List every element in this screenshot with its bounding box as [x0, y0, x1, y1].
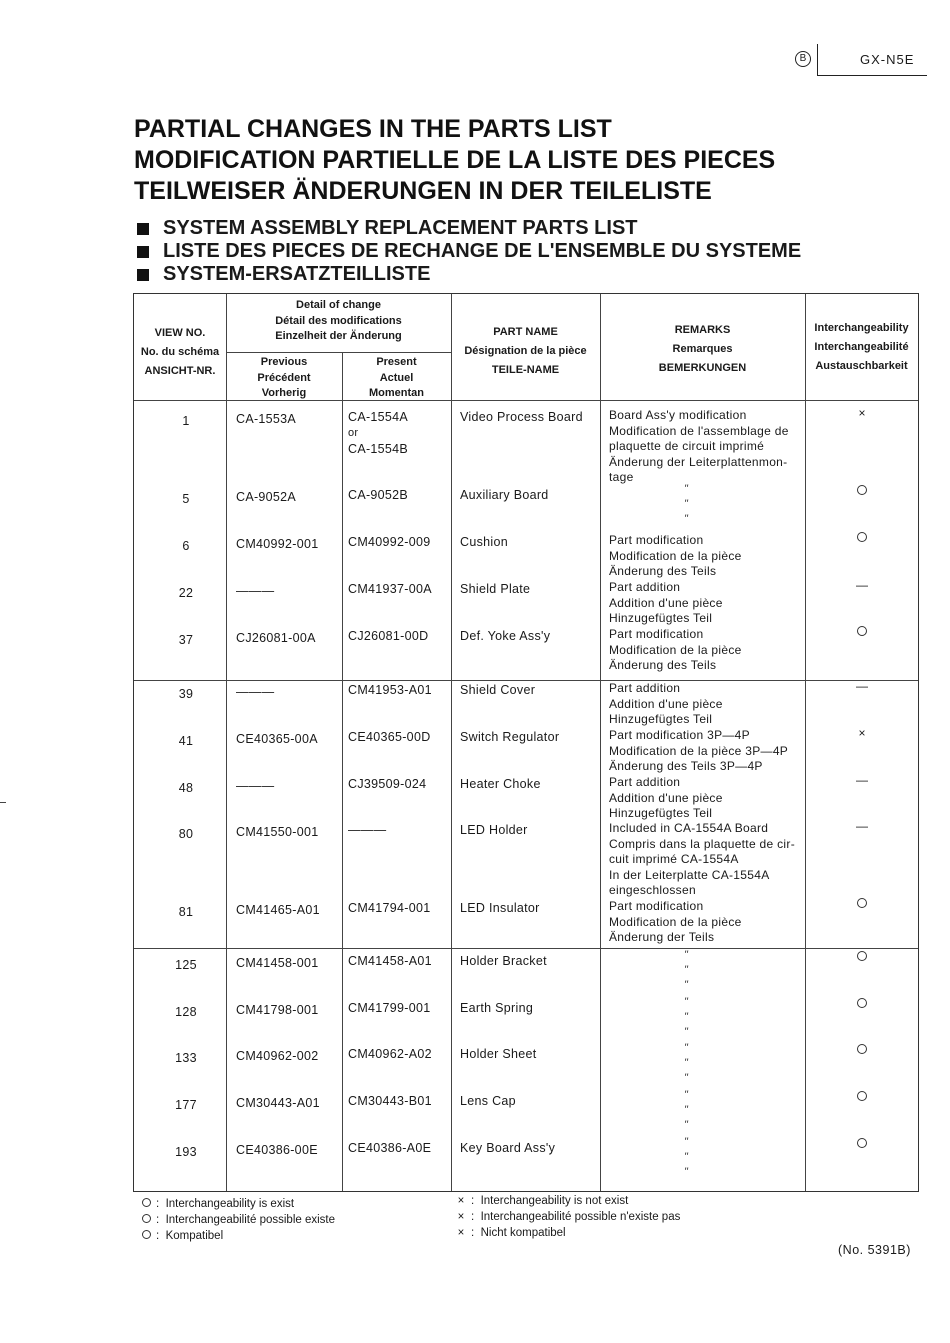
previous-part-number: CM41798-001 — [236, 1003, 319, 1017]
remarks-line: Part modification — [609, 627, 704, 641]
compatible-circle-icon — [842, 950, 882, 964]
column-divider — [451, 294, 452, 1191]
header-present: Present Actuel Momentan — [369, 356, 424, 399]
previous-part-number: CM41458-001 — [236, 956, 319, 970]
view-number: 6 — [182, 539, 190, 553]
remarks-line: eingeschlossen — [609, 883, 696, 898]
remarks-line: Modification de la pièce — [609, 642, 742, 657]
ditto-mark: " — [684, 1151, 688, 1163]
bullet-square-icon — [137, 223, 149, 235]
not-compatible-cross-icon: × — [858, 726, 866, 740]
present-part-number: CM41953-A01 — [348, 683, 432, 697]
subtitle-french-row — [137, 240, 801, 263]
header-remarks: REMARKS Remarques BEMERKUNGEN — [658, 324, 747, 374]
present-part-number: CE40365-00D — [348, 730, 431, 744]
present-part-number: CE40386-A0E — [348, 1141, 432, 1155]
remarks-line: Hinzugefügtes Teil — [609, 712, 713, 727]
part-name: Shield Cover — [460, 683, 536, 697]
present-part-number: CM40962-A02 — [348, 1047, 432, 1061]
legend-compatible — [140, 1196, 335, 1245]
present-part-alternate: CA-1554B — [348, 442, 409, 456]
remarks-line: Included in CA-1554A Board — [609, 821, 769, 835]
title-english: PARTIAL CHANGES IN THE PARTS LIST — [134, 115, 612, 143]
part-name: Earth Spring — [460, 1001, 534, 1015]
part-name: LED Holder — [460, 823, 528, 837]
margin-tick — [0, 802, 6, 803]
title-german: TEILWEISER ÄNDERUNGEN IN DER TEILELISTE — [134, 177, 712, 205]
remarks-line: Änderung des Teils — [609, 564, 717, 579]
compatible-circle-icon — [842, 625, 882, 639]
ditto-mark: " — [684, 1011, 688, 1023]
ditto-mark: " — [684, 1136, 688, 1148]
ditto-mark: " — [684, 964, 688, 976]
present-part-number: CM41799-001 — [348, 1001, 431, 1015]
compatible-circle-icon — [842, 897, 882, 911]
subtitle-german-row — [137, 263, 801, 286]
view-number: 5 — [182, 492, 190, 506]
legend-line: : Kompatibel — [140, 1228, 335, 1244]
ditto-mark: " — [684, 1089, 688, 1101]
compatible-circle-icon — [842, 1137, 882, 1151]
remarks-line: Addition d'une pièce — [609, 790, 723, 805]
header-interchangeability: Interchangeability Interchangeabilité Austauschbarkeit — [814, 322, 909, 372]
remarks-line: Part addition — [609, 580, 681, 594]
group-separator — [134, 948, 918, 949]
present-part-number: ——— — [348, 823, 387, 837]
not-applicable-dash: — — [856, 578, 868, 592]
part-name: LED Insulator — [460, 901, 540, 915]
column-divider — [600, 294, 601, 1191]
ditto-mark: " — [684, 1072, 688, 1084]
remarks-line: Part addition — [609, 681, 681, 695]
present-part-number: CJ39509-024 — [348, 777, 427, 791]
previous-part-number: CM30443-A01 — [236, 1096, 320, 1110]
ditto-mark: " — [684, 1042, 688, 1054]
remarks-line: Modification de la pièce — [609, 548, 742, 563]
part-name: Cushion — [460, 535, 508, 549]
remarks-line: Part modification 3P—4P — [609, 728, 750, 742]
header-rule — [817, 75, 927, 76]
view-number: 22 — [178, 586, 194, 600]
ditto-mark: " — [684, 949, 688, 961]
part-name: Shield Plate — [460, 582, 531, 596]
part-name: Heater Choke — [460, 777, 541, 791]
ditto-mark: " — [684, 513, 688, 525]
header-detail-of-change: Detail of change Détail des modifications Einzelheit der Änderung — [275, 299, 402, 342]
remarks-line: Part modification — [609, 533, 704, 547]
remarks-line: Modification de la pièce 3P—4P — [609, 743, 789, 758]
legend-line: : Interchangeability is exist — [140, 1196, 335, 1212]
bullet-square-icon — [137, 246, 149, 258]
circle-icon — [140, 1228, 152, 1244]
view-number: 1 — [182, 414, 190, 428]
part-name: Holder Sheet — [460, 1047, 537, 1061]
compatible-circle-icon — [842, 997, 882, 1011]
view-number: 177 — [175, 1098, 197, 1112]
view-number: 128 — [175, 1005, 197, 1019]
present-part-number: CM41458-A01 — [348, 954, 432, 968]
previous-part-number: CJ26081-00A — [236, 631, 316, 645]
header-previous: Previous Précédent Vorherig — [257, 356, 311, 399]
remarks-line: Addition d'une pièce — [609, 595, 723, 610]
ditto-mark: " — [684, 1104, 688, 1116]
title-french: MODIFICATION PARTIELLE DE LA LISTE DES PIECES — [134, 146, 776, 174]
present-part-alternate: or — [348, 427, 359, 439]
previous-part-number: CM40962-002 — [236, 1049, 319, 1063]
view-number: 37 — [178, 633, 194, 647]
header-part-name: PART NAME Désignation de la pièce TEILE-NAME — [464, 326, 587, 376]
present-part-number: CA-9052B — [348, 488, 409, 502]
previous-part-number: ——— — [236, 584, 275, 598]
part-name: Video Process Board — [460, 410, 583, 424]
remarks-line: Modification de l'assemblage de — [609, 423, 789, 438]
column-divider — [342, 352, 343, 1191]
header-subdivider — [226, 352, 451, 353]
compatible-circle-icon — [842, 531, 882, 545]
view-number: 193 — [175, 1145, 197, 1159]
not-applicable-dash: — — [856, 819, 868, 833]
header-divider — [817, 44, 818, 76]
previous-part-number: CA-9052A — [236, 490, 297, 504]
previous-part-number: CE40386-00E — [236, 1143, 318, 1157]
part-name: Switch Regulator — [460, 730, 560, 744]
ditto-mark: " — [684, 498, 688, 510]
remarks-line: plaquette de circuit imprimé — [609, 439, 765, 454]
legend-line: : Interchangeabilité possible existe — [140, 1212, 335, 1228]
remarks-line: Änderung des Teils 3P—4P — [609, 759, 763, 774]
remarks-line: Compris dans la plaquette de cir- — [609, 836, 795, 851]
page-title-block — [134, 114, 775, 207]
view-number: 133 — [175, 1051, 197, 1065]
part-name: Def. Yoke Ass'y — [460, 629, 551, 643]
not-applicable-dash: — — [856, 773, 868, 787]
present-part-number: CA-1554A — [348, 410, 409, 424]
remarks-line: Addition d'une pièce — [609, 696, 723, 711]
ditto-mark: " — [684, 483, 688, 495]
remarks-line: cuit imprimé CA-1554A — [609, 852, 739, 867]
previous-part-number: ——— — [236, 685, 275, 699]
remarks-line: Part addition — [609, 775, 681, 789]
ditto-mark: " — [684, 979, 688, 991]
compatible-circle-icon — [842, 1043, 882, 1057]
view-number: 80 — [178, 827, 194, 841]
subtitle-english: SYSTEM ASSEMBLY REPLACEMENT PARTS LIST — [163, 217, 638, 239]
present-part-number: CM41794-001 — [348, 901, 431, 915]
cross-icon: × — [457, 1195, 465, 1207]
present-part-number: CM40992-009 — [348, 535, 431, 549]
remarks-line: Modification de la pièce — [609, 914, 742, 929]
circle-icon — [140, 1196, 152, 1212]
subtitle-german: SYSTEM-ERSATZTEILLISTE — [163, 263, 431, 285]
parts-change-table — [133, 293, 919, 1192]
ditto-mark: " — [684, 996, 688, 1008]
view-number: 41 — [178, 734, 194, 748]
present-part-number: CM30443-B01 — [348, 1094, 432, 1108]
legend-line: × : Interchangeability is not exist — [455, 1193, 680, 1209]
remarks-line: Part modification — [609, 899, 704, 913]
part-name: Lens Cap — [460, 1094, 516, 1108]
remarks-line: Änderung des Teils — [609, 658, 717, 673]
cross-icon: × — [457, 1211, 465, 1224]
part-name: Auxiliary Board — [460, 488, 549, 502]
previous-part-number: CM41550-001 — [236, 825, 319, 839]
legend-line: × : Interchangeabilité possible n'existe pas — [455, 1209, 680, 1225]
ditto-mark: " — [684, 1166, 688, 1178]
circle-icon — [140, 1212, 152, 1228]
present-part-number: CM41937-00A — [348, 582, 432, 596]
remarks-line: Hinzugefügtes Teil — [609, 806, 713, 821]
column-divider — [805, 294, 806, 1191]
part-name: Holder Bracket — [460, 954, 547, 968]
document-number: (No. 5391B) — [838, 1243, 911, 1257]
ditto-mark: " — [684, 1119, 688, 1131]
subtitle-block — [137, 217, 801, 286]
bullet-square-icon — [137, 269, 149, 281]
view-number: 125 — [175, 958, 197, 972]
not-compatible-cross-icon: × — [858, 406, 866, 420]
compatible-circle-icon — [842, 484, 882, 498]
present-part-number: CJ26081-00D — [348, 629, 429, 643]
group-separator — [134, 680, 918, 681]
subtitle-english-row — [137, 217, 801, 240]
remarks-line: Hinzugefügtes Teil — [609, 611, 713, 626]
previous-part-number: CM40992-001 — [236, 537, 319, 551]
subtitle-french: LISTE DES PIECES DE RECHANGE DE L'ENSEMBLE DU SYSTEME — [163, 240, 802, 262]
circled-b-mark: B — [795, 51, 811, 67]
view-number: 39 — [178, 687, 194, 701]
previous-part-number: CE40365-00A — [236, 732, 318, 746]
remarks-line: tage — [609, 470, 634, 485]
header-view-no: VIEW NO. No. du schéma ANSICHT-NR. — [140, 327, 220, 377]
previous-part-number: CM41465-A01 — [236, 903, 320, 917]
remarks-line: Board Ass'y modification — [609, 408, 747, 422]
previous-part-number: CA-1553A — [236, 412, 297, 426]
remarks-line: In der Leiterplatte CA-1554A — [609, 867, 770, 882]
model-number: GX-N5E — [860, 52, 915, 67]
previous-part-number: ——— — [236, 779, 275, 793]
compatible-circle-icon — [842, 1090, 882, 1104]
column-divider — [226, 294, 227, 1191]
legend-not-compatible — [455, 1193, 680, 1242]
part-name: Key Board Ass'y — [460, 1141, 556, 1155]
remarks-line: Änderung der Leiterplattenmon- — [609, 454, 788, 469]
view-number: 81 — [178, 905, 194, 919]
remarks-line: Änderung der Teils — [609, 930, 715, 945]
view-number: 48 — [178, 781, 194, 795]
cross-icon: × — [457, 1227, 465, 1240]
legend-line: × : Nicht kompatibel — [455, 1225, 680, 1241]
ditto-mark: " — [684, 1026, 688, 1038]
ditto-mark: " — [684, 1057, 688, 1069]
not-applicable-dash: — — [856, 679, 868, 693]
